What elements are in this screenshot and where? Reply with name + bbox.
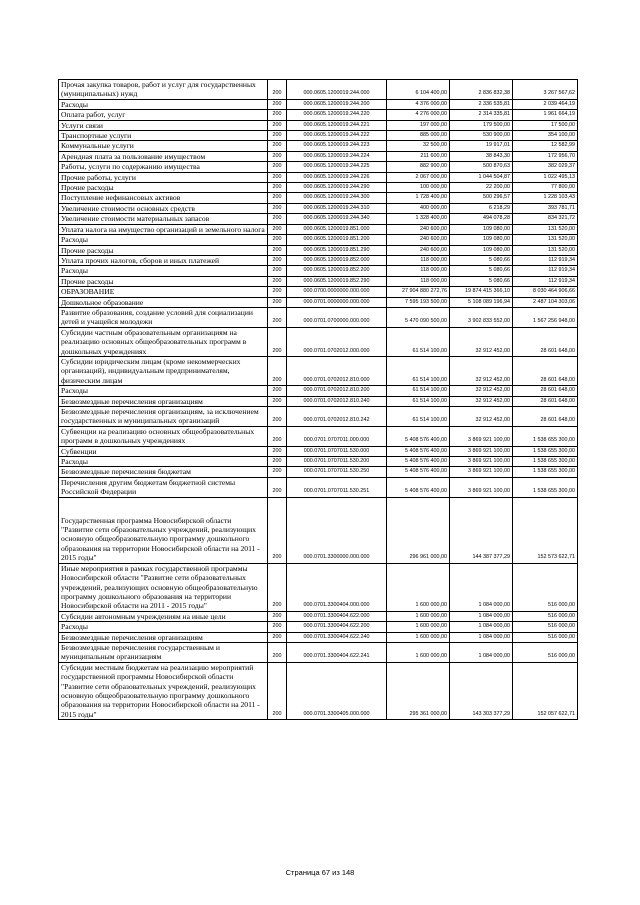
row-remainder-cell: 112 919,34 [513,255,578,265]
row-name-cell: Прочие расходы [59,245,268,255]
row-kbk-cell: 000.0701.0702012.810.242 [287,407,387,427]
row-remainder-cell: 112 919,34 [513,266,578,276]
row-executed-cell: 109 080,00 [450,245,513,255]
row-kbk-cell: 000.0701.3300404.622.200 [287,622,387,632]
row-code-cell: 200 [268,356,287,385]
row-code-cell: 200 [268,563,287,611]
row-executed-cell: 2 836 832,38 [450,80,513,100]
row-plan-cell: 61 514 100,00 [387,356,450,385]
row-code-cell: 200 [268,477,287,497]
row-kbk-cell: 000.0701.3300404.622.000 [287,611,387,621]
table-row [59,110,578,120]
table-row [59,172,578,182]
row-plan-cell: 61 514 100,00 [387,386,450,396]
table-row [59,356,578,385]
row-plan-cell: 1 600 000,00 [387,642,450,662]
row-code-cell: 200 [268,396,287,406]
row-remainder-cell: 152 573 622,71 [513,497,578,563]
row-executed-cell: 1 084 000,00 [450,611,513,621]
table-row [59,467,578,477]
row-name-cell: Государственная программа Новосибирской области "Развитие сети образовательных учреждений, реализующих основную общеобразовательную программу дошкольного образования на территории Новосибирской области на 2011 - 2015 годы" [59,497,268,563]
row-remainder-cell: 834 321,72 [513,214,578,224]
table-row [59,131,578,141]
table-row [59,563,578,611]
table-row [59,214,578,224]
row-code-cell: 200 [268,151,287,161]
row-plan-cell: 100 000,00 [387,183,450,193]
row-code-cell: 200 [268,287,287,297]
row-code-cell: 200 [268,611,287,621]
row-kbk-cell: 000.0605.1200019.852.290 [287,276,387,286]
row-executed-cell: 1 084 000,00 [450,622,513,632]
row-remainder-cell: 28 601 648,00 [513,356,578,385]
row-remainder-cell: 1 538 655 300,00 [513,477,578,497]
row-remainder-cell: 131 520,00 [513,224,578,234]
row-code-cell: 200 [268,386,287,396]
row-plan-cell: 197 000,00 [387,120,450,130]
row-plan-cell: 6 104 400,00 [387,80,450,100]
row-remainder-cell: 354 100,00 [513,131,578,141]
row-kbk-cell: 000.0701.0707011.530.000 [287,446,387,456]
row-executed-cell: 500 870,63 [450,162,513,172]
table-row [59,224,578,234]
table-row [59,477,578,497]
row-plan-cell: 240 600,00 [387,245,450,255]
row-plan-cell: 1 600 000,00 [387,611,450,621]
row-executed-cell: 3 902 833 552,00 [450,307,513,327]
row-code-cell: 200 [268,642,287,662]
row-kbk-cell: 000.0701.3300404.000.000 [287,563,387,611]
row-code-cell: 200 [268,426,287,446]
row-kbk-cell: 000.0701.0707011.000.000 [287,426,387,446]
row-code-cell: 200 [268,162,287,172]
row-kbk-cell: 000.0701.0702012.810.240 [287,396,387,406]
row-executed-cell: 3 869 921 100,00 [450,457,513,467]
row-name-cell: Увеличение стоимости материальных запасов [59,214,268,224]
row-kbk-cell: 000.0701.0000000.000.000 [287,297,387,307]
row-executed-cell: 32 912 452,00 [450,407,513,427]
row-code-cell: 200 [268,266,287,276]
row-kbk-cell: 000.0701.3300404.622.240 [287,632,387,642]
row-name-cell: Безвозмездные перечисления государственным и муниципальным организациям [59,642,268,662]
row-remainder-cell: 1 538 655 300,00 [513,446,578,456]
row-remainder-cell: 516 000,00 [513,642,578,662]
row-name-cell: Субсидии частным образовательным организациям на реализацию основных общеобразовательных программ в дошкольных учреждениях [59,327,268,356]
table-row [59,255,578,265]
row-code-cell: 200 [268,120,287,130]
row-executed-cell: 5 080,66 [450,266,513,276]
table-row [59,183,578,193]
row-plan-cell: 885 000,00 [387,131,450,141]
row-code-cell: 200 [268,172,287,182]
table-row [59,99,578,109]
row-executed-cell: 6 218,29 [450,203,513,213]
row-kbk-cell: 000.0605.1200019.244.310 [287,203,387,213]
row-code-cell: 200 [268,297,287,307]
row-name-cell: Арендная плата за пользование имуществом [59,151,268,161]
row-kbk-cell: 000.0605.1200019.244.340 [287,214,387,224]
row-code-cell: 200 [268,183,287,193]
row-plan-cell: 5 408 576 400,00 [387,457,450,467]
row-executed-cell: 5 080,66 [450,255,513,265]
row-remainder-cell: 77 800,00 [513,183,578,193]
row-kbk-cell: 000.0701.0700000.000.000 [287,307,387,327]
table-row [59,327,578,356]
row-kbk-cell: 000.0605.1200019.244.225 [287,162,387,172]
row-remainder-cell: 516 000,00 [513,563,578,611]
row-name-cell: Транспортные услуги [59,131,268,141]
row-executed-cell: 19 874 415 366,10 [450,287,513,297]
table-row [59,151,578,161]
row-plan-cell: 1 600 000,00 [387,563,450,611]
row-plan-cell: 61 514 100,00 [387,327,450,356]
table-row [59,162,578,172]
table-row [59,193,578,203]
row-remainder-cell: 28 601 648,00 [513,407,578,427]
row-remainder-cell: 2 487 104 303,06 [513,297,578,307]
row-remainder-cell: 131 520,00 [513,245,578,255]
row-plan-cell: 400 000,00 [387,203,450,213]
row-remainder-cell: 28 601 648,00 [513,327,578,356]
row-code-cell: 200 [268,457,287,467]
row-executed-cell: 530 900,00 [450,131,513,141]
row-kbk-cell: 000.0605.1200019.244.300 [287,193,387,203]
table-row [59,396,578,406]
row-executed-cell: 22 200,00 [450,183,513,193]
row-code-cell: 200 [268,193,287,203]
row-kbk-cell: 000.0605.1200019.851.000 [287,224,387,234]
row-kbk-cell: 000.0700.0000000.000.000 [287,287,387,297]
table-row [59,297,578,307]
row-remainder-cell: 393 781,71 [513,203,578,213]
table-row [59,287,578,297]
row-kbk-cell: 000.0701.0707011.530.200 [287,457,387,467]
row-plan-cell: 5 408 576 400,00 [387,426,450,446]
row-code-cell: 200 [268,214,287,224]
row-name-cell: Безвозмездные перечисления бюджетам [59,467,268,477]
row-plan-cell: 27 904 880 272,76 [387,287,450,297]
row-kbk-cell: 000.0605.1200019.851.200 [287,235,387,245]
row-name-cell: ОБРАЗОВАНИЕ [59,287,268,297]
row-name-cell: Дошкольное образование [59,297,268,307]
row-plan-cell: 240 600,00 [387,224,450,234]
row-executed-cell: 5 108 089 196,94 [450,297,513,307]
row-name-cell: Субвенции [59,446,268,456]
row-executed-cell: 1 084 000,00 [450,642,513,662]
row-code-cell: 200 [268,255,287,265]
row-name-cell: Иные мероприятия в рамках государственной программы Новосибирской области "Развитие сети образовательных учреждений, реализующих основную общеобразовательную программу дошкольного образования на территории Новосибирской области на 2011 - 2015 годы" [59,563,268,611]
row-executed-cell: 109 080,00 [450,224,513,234]
row-code-cell: 200 [268,407,287,427]
table-row [59,266,578,276]
row-name-cell: Прочие работы, услуги [59,172,268,182]
row-plan-cell: 32 500,00 [387,141,450,151]
row-name-cell: Субсидии юридическим лицам (кроме некоммерческих организаций), индивидуальным предпринимателям, физическим лицам [59,356,268,385]
table-row [59,457,578,467]
row-executed-cell: 179 500,00 [450,120,513,130]
row-kbk-cell: 000.0605.1200019.244.290 [287,183,387,193]
row-remainder-cell: 382 029,37 [513,162,578,172]
row-executed-cell: 5 080,66 [450,276,513,286]
table-row [59,407,578,427]
row-executed-cell: 38 843,30 [450,151,513,161]
row-plan-cell: 5 470 090 500,00 [387,307,450,327]
row-name-cell: Уплата прочих налогов, сборов и иных платежей [59,255,268,265]
row-code-cell: 200 [268,446,287,456]
row-code-cell: 200 [268,110,287,120]
row-remainder-cell: 516 000,00 [513,622,578,632]
row-name-cell: Расходы [59,386,268,396]
row-name-cell: Безвозмездные перечисления организациям, за исключением государственных и муниципальных организаций [59,407,268,427]
row-name-cell: Коммунальные услуги [59,141,268,151]
row-code-cell: 200 [268,245,287,255]
row-plan-cell: 240 600,00 [387,235,450,245]
table-row [59,662,578,719]
table-row [59,307,578,327]
row-name-cell: Уплата налога на имущество организаций и земельного налога [59,224,268,234]
table-row [59,235,578,245]
row-kbk-cell: 000.0701.3300405.000.000 [287,662,387,719]
row-name-cell: Расходы [59,235,268,245]
row-name-cell: Развитие образования, создание условий для социализации детей и учащейся молодежи [59,307,268,327]
row-executed-cell: 494 078,28 [450,214,513,224]
table-row [59,203,578,213]
row-remainder-cell: 516 000,00 [513,611,578,621]
table-row [59,642,578,662]
row-remainder-cell: 3 267 567,62 [513,80,578,100]
row-name-cell: Перечисления другим бюджетам бюджетной системы Российской Федерации [59,477,268,497]
row-remainder-cell: 1 228 103,43 [513,193,578,203]
table-row [59,446,578,456]
row-kbk-cell: 000.0605.1200019.851.290 [287,245,387,255]
row-executed-cell: 19 917,01 [450,141,513,151]
row-name-cell: Расходы [59,622,268,632]
row-kbk-cell: 000.0605.1200019.244.224 [287,151,387,161]
row-remainder-cell: 131 520,00 [513,235,578,245]
row-remainder-cell: 172 956,70 [513,151,578,161]
row-kbk-cell: 000.0605.1200019.852.000 [287,255,387,265]
row-remainder-cell: 1 538 655 300,00 [513,467,578,477]
row-kbk-cell: 000.0701.0702012.810.200 [287,386,387,396]
row-executed-cell: 3 869 921 100,00 [450,446,513,456]
row-kbk-cell: 000.0605.1200019.244.200 [287,99,387,109]
row-executed-cell: 500 296,57 [450,193,513,203]
row-code-cell: 200 [268,307,287,327]
row-executed-cell: 144 387 377,29 [450,497,513,563]
row-plan-cell: 1 728 400,00 [387,193,450,203]
row-plan-cell: 118 000,00 [387,255,450,265]
row-code-cell: 200 [268,141,287,151]
row-code-cell: 200 [268,497,287,563]
row-kbk-cell: 000.0605.1200019.244.221 [287,120,387,130]
row-name-cell: Безвозмездные перечисления организациям [59,632,268,642]
row-plan-cell: 61 514 100,00 [387,396,450,406]
row-kbk-cell: 000.0701.3300000.000.000 [287,497,387,563]
row-name-cell: Расходы [59,266,268,276]
row-name-cell: Работы, услуги по содержанию имущества [59,162,268,172]
page-number: Страница 67 из 148 [285,868,355,877]
row-kbk-cell: 000.0605.1200019.244.226 [287,172,387,182]
budget-table-body [59,80,578,720]
row-name-cell: Поступление нефинансовых активов [59,193,268,203]
table-row [59,120,578,130]
row-code-cell: 200 [268,80,287,100]
row-plan-cell: 1 600 000,00 [387,622,450,632]
row-code-cell: 200 [268,235,287,245]
table-row [59,80,578,100]
table-row [59,632,578,642]
row-executed-cell: 32 912 452,00 [450,356,513,385]
row-kbk-cell: 000.0605.1200019.852.200 [287,266,387,276]
row-remainder-cell: 112 919,34 [513,276,578,286]
row-plan-cell: 118 000,00 [387,276,450,286]
row-remainder-cell: 1 538 655 300,00 [513,457,578,467]
row-name-cell: Субвенции на реализацию основных общеобразовательных программ в дошкольных учреждениях [59,426,268,446]
row-kbk-cell: 000.0701.0707011.530.250 [287,467,387,477]
row-name-cell: Субсидии местным бюджетам на реализацию мероприятий государственной программы Новосибирской области "Развитие сети образовательных учреждений, реализующих основную общеобразовательную программу дошкольного образования на территории Новосибирской области на 2011 - 2015 годы" [59,662,268,719]
row-executed-cell: 32 912 452,00 [450,396,513,406]
row-executed-cell: 143 303 377,29 [450,662,513,719]
row-name-cell: Услуги связи [59,120,268,130]
row-executed-cell: 1 044 504,87 [450,172,513,182]
row-code-cell: 200 [268,467,287,477]
row-plan-cell: 5 408 576 400,00 [387,446,450,456]
table-row [59,611,578,621]
row-name-cell: Расходы [59,457,268,467]
row-name-cell: Увеличение стоимости основных средств [59,203,268,213]
row-kbk-cell: 000.0605.1200019.244.223 [287,141,387,151]
row-code-cell: 200 [268,99,287,109]
row-kbk-cell: 000.0605.1200019.244.220 [287,110,387,120]
row-plan-cell: 5 408 576 400,00 [387,477,450,497]
row-remainder-cell: 1 961 664,19 [513,110,578,120]
row-name-cell: Прочая закупка товаров, работ и услуг для государственных (муниципальных) нужд [59,80,268,100]
row-kbk-cell: 000.0605.1200019.244.000 [287,80,387,100]
row-code-cell: 200 [268,276,287,286]
row-name-cell: Субсидии автономным учреждениям на иные цели [59,611,268,621]
row-remainder-cell: 1 022 495,13 [513,172,578,182]
row-executed-cell: 3 869 921 100,00 [450,467,513,477]
row-plan-cell: 4 276 000,00 [387,110,450,120]
budget-table [58,79,578,720]
table-row [59,497,578,563]
row-code-cell: 200 [268,327,287,356]
row-kbk-cell: 000.0701.3300404.622.241 [287,642,387,662]
row-plan-cell: 118 000,00 [387,266,450,276]
row-name-cell: Оплата работ, услуг [59,110,268,120]
row-plan-cell: 211 600,00 [387,151,450,161]
table-row [59,386,578,396]
row-plan-cell: 61 514 100,00 [387,407,450,427]
row-remainder-cell: 1 567 256 948,00 [513,307,578,327]
row-code-cell: 200 [268,662,287,719]
row-plan-cell: 296 961 000,00 [387,497,450,563]
row-remainder-cell: 28 601 648,00 [513,386,578,396]
row-name-cell: Прочие расходы [59,183,268,193]
row-executed-cell: 109 080,00 [450,235,513,245]
row-name-cell: Расходы [59,99,268,109]
row-remainder-cell: 152 057 622,71 [513,662,578,719]
row-remainder-cell: 1 538 655 300,00 [513,426,578,446]
row-name-cell: Безвозмездные перечисления организациям [59,396,268,406]
table-row [59,622,578,632]
row-kbk-cell: 000.0701.0707011.530.251 [287,477,387,497]
row-name-cell: Прочие расходы [59,276,268,286]
row-executed-cell: 32 912 452,00 [450,386,513,396]
table-row [59,426,578,446]
row-plan-cell: 7 595 193 500,00 [387,297,450,307]
row-code-cell: 200 [268,632,287,642]
row-remainder-cell: 8 030 464 906,66 [513,287,578,297]
row-executed-cell: 1 084 000,00 [450,632,513,642]
row-plan-cell: 4 376 000,00 [387,99,450,109]
row-code-cell: 200 [268,622,287,632]
table-row [59,276,578,286]
row-kbk-cell: 000.0701.0702012.000.000 [287,327,387,356]
row-executed-cell: 1 084 000,00 [450,563,513,611]
row-plan-cell: 1 600 000,00 [387,632,450,642]
table-row [59,245,578,255]
row-remainder-cell: 17 500,00 [513,120,578,130]
row-executed-cell: 3 869 921 100,00 [450,426,513,446]
row-plan-cell: 5 408 576 400,00 [387,467,450,477]
row-code-cell: 200 [268,224,287,234]
row-remainder-cell: 516 000,00 [513,632,578,642]
row-plan-cell: 295 361 000,00 [387,662,450,719]
row-plan-cell: 1 328 400,00 [387,214,450,224]
row-code-cell: 200 [268,131,287,141]
table-row [59,141,578,151]
row-kbk-cell: 000.0701.0702012.810.000 [287,356,387,385]
row-remainder-cell: 2 039 464,19 [513,99,578,109]
row-executed-cell: 2 314 335,81 [450,110,513,120]
row-executed-cell: 2 336 535,81 [450,99,513,109]
row-executed-cell: 32 912 452,00 [450,327,513,356]
row-kbk-cell: 000.0605.1200019.244.222 [287,131,387,141]
row-plan-cell: 882 900,00 [387,162,450,172]
row-remainder-cell: 12 582,99 [513,141,578,151]
row-code-cell: 200 [268,203,287,213]
row-executed-cell: 3 869 921 100,00 [450,477,513,497]
row-plan-cell: 2 067 000,00 [387,172,450,182]
row-remainder-cell: 28 601 648,00 [513,396,578,406]
